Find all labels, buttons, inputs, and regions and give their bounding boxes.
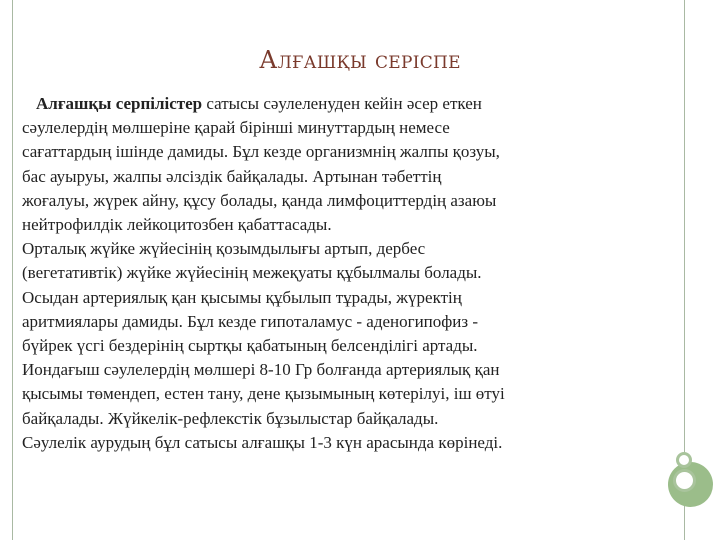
- body-line-6: нейтрофилдік лейкоцитозбен қабаттасады.: [22, 215, 332, 235]
- body-line-4: бас ауыруы, жалпы әлсіздік байқалады. Артынан тәбеттің: [22, 166, 442, 186]
- body-line-text: сатысы сәулеленуден кейін әсер еткен: [202, 94, 482, 113]
- body-line-9: Осыдан артериялық қан қысымы құбылып тұрады, жүректің: [22, 287, 462, 307]
- body-line-13: қысымы төмендеп, естен тану, дене қызымының көтерілуі, іш өтуі: [22, 384, 505, 404]
- body-line-5: жоғалуы, жүрек айну, құсу болады, қанда лимфоциттердің азаюы: [22, 190, 497, 210]
- body-line-14: байқалады. Жүйкелік-рефлекстік бұзылыстар байқалады.: [22, 408, 439, 428]
- decorative-circle-medium: [673, 469, 696, 492]
- body-paragraph: [22, 92, 672, 455]
- body-line-10: аритмиялары дамиды. Бұл кезде гипоталамус - аденогипофиз -: [22, 311, 479, 331]
- body-line-11: бүйрек үсгі бездерінің сыртқы қабатының белсенділігі артады.: [22, 336, 478, 356]
- body-line-3: сағаттардың ішінде дамиды. Бұл кезде организмнің жалпы қозуы,: [22, 142, 500, 162]
- decorative-circle-small: [676, 452, 692, 468]
- slide-title: Алғашқы серіспе: [259, 46, 461, 74]
- body-line-2: сәулелердің мөлшеріне қарай бірінші минуттардың немесе: [22, 118, 450, 138]
- body-line-8: (вегетативтік) жүйке жүйесінің межеқуаты құбылмалы болады.: [22, 263, 482, 283]
- left-border-line: [12, 0, 13, 540]
- body-line-15: Сәулелік аурудың бұл сатысы алғашқы 1-3 күн арасында көрінеді.: [22, 432, 503, 452]
- bold-term: Алғашқы серпілістер: [36, 94, 203, 113]
- body-line-1: [22, 92, 672, 116]
- body-line-7: Орталық жүйке жүйесінің қозымдылығы артып, дербес: [22, 239, 426, 259]
- body-line-12: Иондағыш сәулелердің мөлшері 8-10 Гр болғанда артериялық қан: [22, 360, 500, 380]
